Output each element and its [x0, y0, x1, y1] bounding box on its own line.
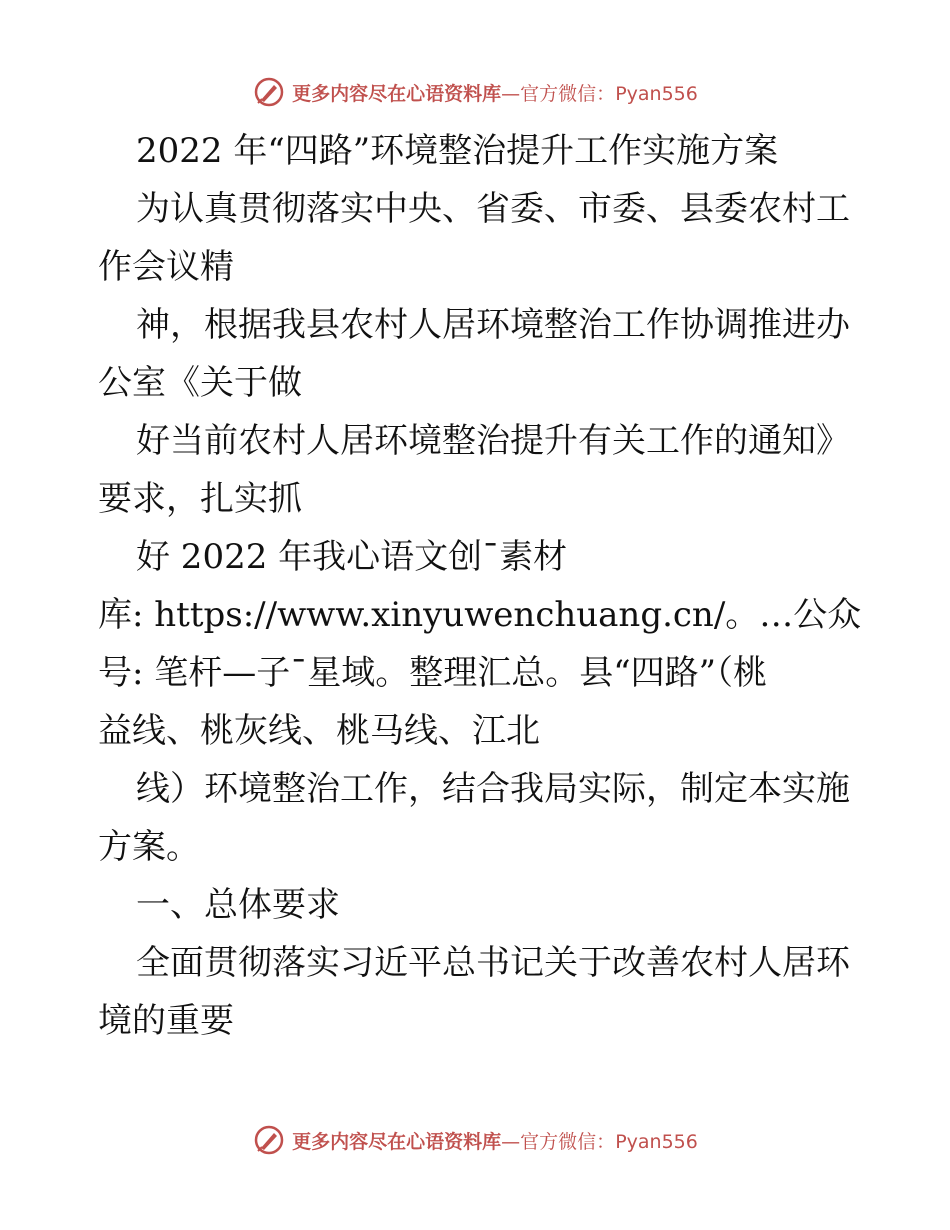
document-line: 益线、桃灰线、桃马线、江北 — [98, 711, 540, 751]
watermark-brand: 更多内容尽在心语资料库 — [292, 1130, 502, 1153]
document-line: 要求，扎实抓 — [98, 479, 302, 519]
watermark-label: 官方微信： — [520, 1130, 616, 1153]
document-line: 号: 笔杆—子¯星域。整理汇总。县“四路”（桃 — [98, 653, 768, 693]
document-line: 为认真贯彻落实中央、省委、市委、县委农村工 — [136, 189, 850, 229]
document-line: 库: https://www.xinyuwenchuang.cn/。…公众 — [98, 595, 862, 635]
document-line: 神，根据我县农村人居环境整治工作协调推进办 — [136, 305, 850, 345]
document-line: 公室《关于做 — [98, 363, 302, 403]
footer-watermark — [0, 1120, 950, 1160]
document-line: 方案。 — [98, 827, 200, 867]
watermark-separator: — — [501, 1130, 521, 1153]
watermark-account: Pyan556 — [615, 82, 698, 105]
document-line: 好 2022 年我心语文创¯素材 — [136, 537, 568, 577]
document-line: 好当前农村人居环境整治提升有关工作的通知》 — [136, 421, 850, 461]
pen-logo-icon — [252, 1123, 286, 1157]
header-watermark — [0, 72, 950, 112]
watermark-brand: 更多内容尽在心语资料库 — [292, 82, 502, 105]
pen-logo-icon — [252, 75, 286, 109]
document-line: 全面贯彻落实习近平总书记关于改善农村人居环 — [136, 943, 850, 983]
watermark-separator: — — [501, 82, 521, 105]
document-line: 一、总体要求 — [136, 885, 340, 925]
document-body — [98, 122, 862, 1050]
document-line: 境的重要 — [98, 1001, 234, 1041]
document-line: 2022 年“四路”环境整治提升工作实施方案 — [136, 131, 779, 171]
document-line: 线）环境整治工作，结合我局实际，制定本实施 — [136, 769, 850, 809]
document-line: 作会议精 — [98, 247, 234, 287]
watermark-label: 官方微信： — [520, 82, 616, 105]
watermark-account: Pyan556 — [615, 1130, 698, 1153]
